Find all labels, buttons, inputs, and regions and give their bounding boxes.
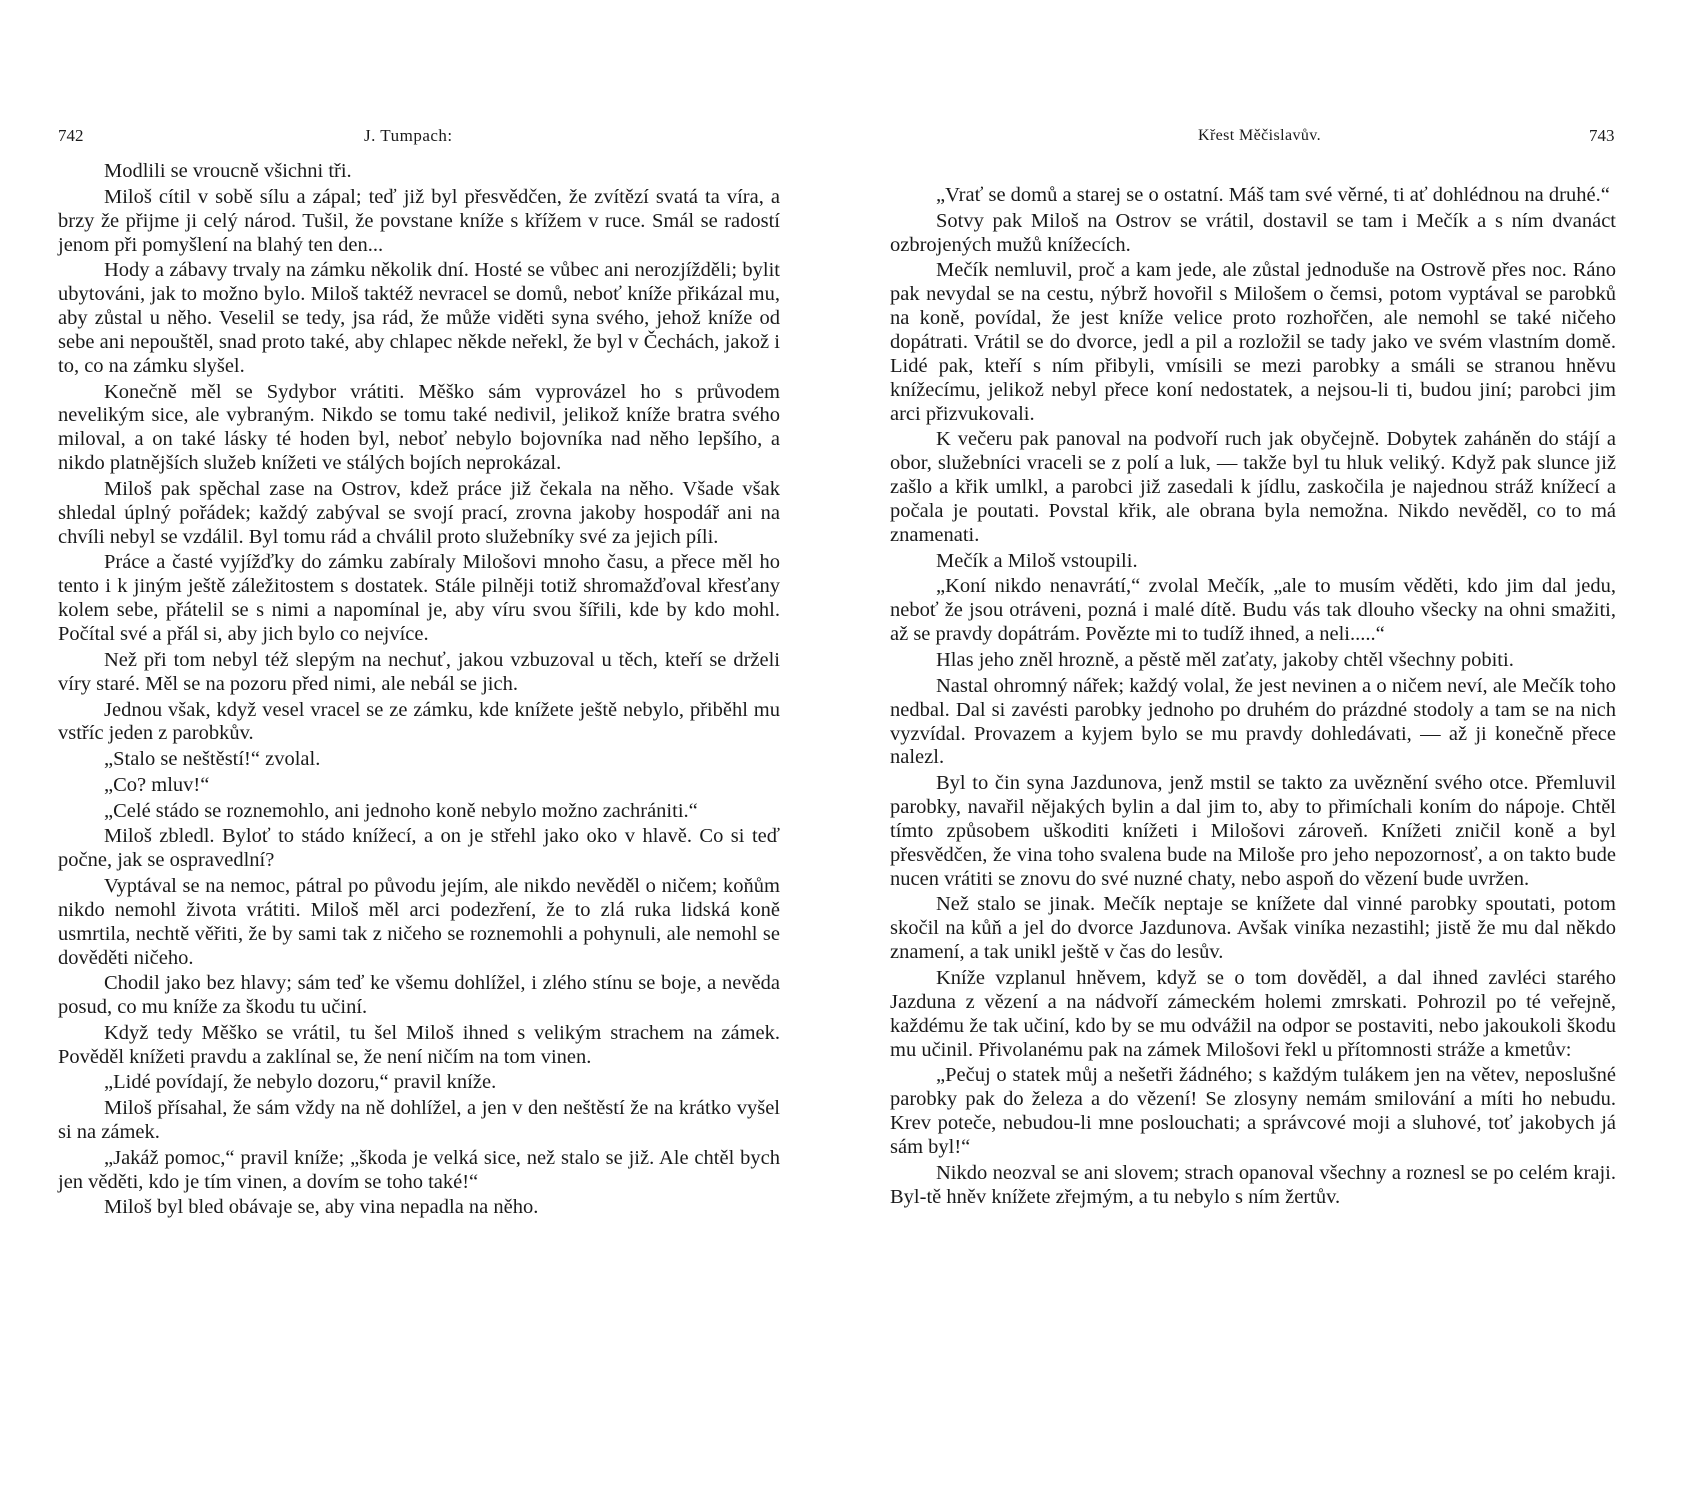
paragraph: „Celé stádo se roznemohlo, ani jednoho koně nebylo možno zachrániti.“ bbox=[104, 799, 698, 822]
paragraph: Miloš pak spěchal zase na Ostrov, kdež práce již čekala na něho. Všade však shledal úplný pořádek; každý zabýval se svojí prací, zrovna jakoby hospodář ani na chvíli nebyl se vzdálil. Byl tomu rád a chválil proto služebníky své za jejich píli. bbox=[58, 477, 780, 548]
right-text-block bbox=[890, 184, 1616, 1211]
paragraph: „Vrať se domů a starej se o ostatní. Máš tam své věrné, ti ať dohlédnou na druhé.“ bbox=[936, 184, 1610, 206]
paragraph: Než při tom nebyl též slepým na nechuť, jakou vzbuzoval u těch, kteří se drželi víry staré. Měl se na pozoru před nimi, ale nebál se jich. bbox=[58, 648, 780, 695]
paragraph: Hlas jeho zněl hrozně, a pěstě měl zaťaty, jakoby chtěl všechny pobiti. bbox=[936, 649, 1514, 671]
paragraph: K večeru pak panoval na podvoří ruch jak obyčejně. Dobytek zaháněn do stájí a obor, služebníci vraceli se z polí a luk, — takže byl tu hluk veliký. Když pak slunce již zašlo a křik umlkl, a parobci již zasedali k jídlu, zaskočila je najednou stráž knížecí a počala je poutati. Povstal křik, ale obrana byla nemožna. Nikdo nevěděl, co to má znamenati. bbox=[890, 428, 1616, 547]
paragraph: Miloš zbledl. Byloť to stádo knížecí, a on je střehl jako oko v hlavě. Co si teď počne, jak se ospravedlní? bbox=[58, 825, 780, 872]
left-text-block bbox=[58, 160, 780, 1222]
paragraph: Práce a časté vyjížďky do zámku zabíraly Milošovi mnoho času, a přece měl ho tento i k jiným ještě záležitostem s dostatek. Stále pilněji totiž shromažďoval křesťany kolem sebe, přátelil se s nimi a napomínal je, aby víru svou šířili, kde by kdo mohl. Počítal své a přál si, aby jich bylo co nejvíce. bbox=[58, 551, 780, 646]
paragraph: Hody a zábavy trvaly na zámku několik dní. Hosté se vůbec ani nerozjížděli; bylit ubytováni, jak to možno bylo. Miloš taktéž nevracel se domů, neboť kníže přikázal mu, aby zůstal u něho. Veselil se tedy, jsa rád, že může viděti syna svého, jehož kníže od sebe ani nepouštěl, snad proto také, aby chlapec někde neřekl, že byl v Čechách, jakož i to, co na zámku slyšel. bbox=[58, 259, 780, 377]
paragraph: „Co? mluv!“ bbox=[104, 773, 210, 796]
paragraph: Miloš byl bled obávaje se, aby vina nepadla na něho. bbox=[104, 1196, 539, 1219]
paragraph: Chodil jako bez hlavy; sám teď ke všemu dohlížel, i zlého stínu se boje, a nevěda posud, co mu kníže za škodu tu učiní. bbox=[58, 972, 780, 1019]
paragraph: „Lidé povídají, že nebylo dozoru,“ pravil kníže. bbox=[104, 1071, 497, 1094]
paragraph: Nastal ohromný nářek; každý volal, že jest nevinen a o ničem neví, ale Mečík toho nedbal. Dal si zavésti parobky jednoho po druhém do prázdné stodoly a tam se na nich vyzvídal. Provazem a kyjem bylo se mu pravdy dohledávati, — až ji konečně přece nalezl. bbox=[890, 674, 1616, 769]
paragraph: „Jakáž pomoc,“ pravil kníže; „škoda je velká sice, než stalo se již. Ale chtěl bych jen věděti, kdo je tím vinen, a dovím se toho také!“ bbox=[58, 1146, 780, 1193]
right-page-number: 743 bbox=[1589, 126, 1615, 145]
left-running-head: J. Tumpach: bbox=[364, 126, 453, 145]
paragraph: „Stalo se neštěstí!“ zvolal. bbox=[104, 748, 321, 771]
paragraph: Kníže vzplanul hněvem, když se o tom dověděl, a dal ihned zavléci starého Jazduna z vězení a na nádvoří zámeckém holemi zmrskati. Pohrozil po té veřejně, každému že tak učiní, kdo by se mu odvážil na odpor se postaviti, nebo jakoukoli škodu mu učinil. Přivolanému pak na zámek Milošovi řekl u přítomnosti stráže a kmetův: bbox=[890, 966, 1616, 1061]
right-page bbox=[842, 0, 1684, 1501]
paragraph: Než stalo se jinak. Mečík neptaje se knížete dal vinné parobky spoutati, potom skočil na kůň a jel do dvorce Jazdunova. Avšak viníka nezastihl; jistě že mu dal někdo znamení, a tak unikl ještě v čas do lesův. bbox=[890, 893, 1616, 964]
paragraph: Byl to čin syna Jazdunova, jenž mstil se takto za uvěznění svého otce. Přemluvil parobky, navařil nějakých bylin a dal jim to, aby to přimíchali koním do nápoje. Chtěl tímto způsobem uškoditi knížeti i Milošovi zároveň. Knížeti zničil koně a byl přesvědčen, že vina toho svalena bude na Miloše pro jeho nepozornosť, a on takto bude nucen vrátiti se znovu do své nuzné chaty, nebo aspoň do vězení bude uvržen. bbox=[890, 772, 1616, 890]
right-running-head: Křest Měčislavův. bbox=[1198, 127, 1322, 144]
paragraph: Jednou však, když vesel vracel se ze zámku, kde knížete ještě nebylo, přiběhl mu vstříc jeden z parobkův. bbox=[58, 698, 780, 745]
paragraph: Modlili se vroucně všichni tři. bbox=[104, 160, 352, 182]
paragraph: Mečík a Miloš vstoupili. bbox=[936, 549, 1138, 572]
paragraph: Když tedy Měško se vrátil, tu šel Miloš ihned s velikým strachem na zámek. Pověděl knížeti pravdu a zaklínal se, že není ničím na tom vinen. bbox=[58, 1021, 780, 1068]
paragraph: Miloš přísahal, že sám vždy na ně dohlížel, a jen v den neštěstí že na krátko vyšel si na zámek. bbox=[58, 1097, 780, 1144]
paragraph: Vyptával se na nemoc, pátral po původu jejím, ale nikdo nevěděl o ničem; koňům nikdo nemohl života vrátiti. Miloš měl arci podezření, že to zlá ruka lidská koně usmrtila, nechtě věřiti, že by sami tak z ničeho se roznemohli a pohynuli, ale nemohl se dověděti ničeho. bbox=[58, 874, 780, 969]
paragraph: Miloš cítil v sobě sílu a zápal; teď již byl přesvědčen, že zvítězí svatá ta víra, a brzy že přijme ji celý národ. Tušil, že povstane kníže s křížem v ruce. Smál se radostí jenom při pomyšlení na blahý ten den... bbox=[58, 185, 780, 256]
left-page-number: 742 bbox=[58, 126, 84, 145]
paragraph: Sotvy pak Miloš na Ostrov se vrátil, dostavil se tam i Mečík a s ním dvanáct ozbrojených mužů knížecích. bbox=[890, 209, 1616, 256]
paragraph: Nikdo neozval se ani slovem; strach opanoval všechny a roznesl se po celém kraji. Byl-tě hněv knížete zřejmým, a tu nebylo s ním žertův. bbox=[890, 1161, 1616, 1208]
paragraph: Konečně měl se Sydybor vrátiti. Měško sám vyprovázel ho s průvodem nevelikým sice, ale vybraným. Nikdo se tomu také nedivil, jelikož kníže bratra svého miloval, a on také lásky té hoden byl, neboť nebylo bojovníka nad něho lepšího, a nikdo platnějších služeb knížeti ve stálých bojích neprokázal. bbox=[58, 380, 780, 475]
paragraph: „Koní nikdo nenavrátí,“ zvolal Mečík, „ale to musím věděti, kdo jim dal jedu, neboť že jsou otráveni, pozná i malé dítě. Budu vás tak dlouho všecky na ohni smažiti, až se pravdy dopátrám. Povězte mi to tudíž ihned, a neli.....“ bbox=[890, 575, 1616, 646]
paragraph: Mečík nemluvil, proč a kam jede, ale zůstal jednoduše na Ostrově přes noc. Ráno pak nevydal se na cestu, nýbrž hovořil s Milošem o čemsi, potom vyptával se parobků na koně, povídal, že jest kníže velice proto rozhořčen, ale nemohl se také ničeho dopátrati. Vrátil se do dvorce, jedl a pil a rozložil se tady jako ve svém vlastním domě. Lidé pak, kteří s ním přibyli, vmísili se mezi parobky a smáli se stranou hněvu knížecímu, jelikož nebyl přece koní nedostatek, a nejsou-li ti, budou jiní; parobci jim arci přizvukovali. bbox=[890, 259, 1616, 425]
paragraph: „Pečuj o statek můj a nešetři žádného; s každým tulákem jen na větev, neposlušné parobky pak do železa a do vězení! Se zlosyny nemám smilování a míti ho nebudu. Krev poteče, nebudou-li mne poslouchati; a správcové moji a sluhové, toť jakobych já sám byl!“ bbox=[890, 1064, 1616, 1159]
